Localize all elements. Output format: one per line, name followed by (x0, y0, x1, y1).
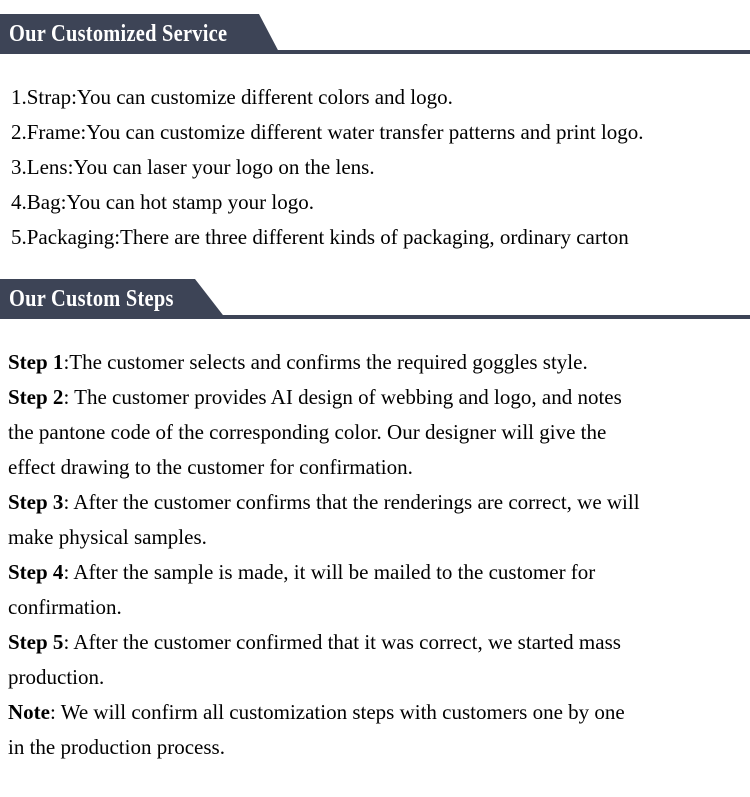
section-header-custom-steps (0, 279, 750, 319)
list-item: 2.Frame:You can customize different water transfer patterns and print logo. (11, 120, 644, 144)
step-3 (8, 485, 750, 555)
step-label: Step 2 (8, 385, 64, 409)
step-label: Step 1 (8, 350, 64, 374)
section-title: Our Customized Service (9, 21, 228, 47)
banner-underline-rule (276, 50, 750, 54)
step-1 (8, 345, 750, 380)
step-4 (8, 555, 750, 625)
step-text: : After the customer confirms that the renderings are correct, we will (63, 490, 640, 514)
step-note (8, 695, 750, 765)
step-line: make physical samples. (8, 525, 207, 549)
list-item: 5.Packaging:There are three different kinds of packaging, ordinary carton (11, 225, 629, 249)
list-item: 4.Bag:You can hot stamp your logo. (11, 190, 314, 214)
step-line (8, 485, 750, 520)
step-line: effect drawing to the customer for confirmation. (8, 455, 413, 479)
step-text: : The customer provides AI design of webbing and logo, and notes (63, 385, 622, 409)
step-label: Step 3 (8, 490, 64, 514)
step-line: production. (8, 665, 105, 689)
custom-steps-list (8, 345, 750, 765)
step-label: Step 4 (8, 560, 64, 584)
customized-service-list (11, 80, 750, 255)
step-line: confirmation. (8, 595, 122, 619)
step-line: the pantone code of the corresponding color. Our designer will give the (8, 420, 607, 444)
step-text: : We will confirm all customization steps with customers one by one (49, 700, 625, 724)
list-item: 1.Strap:You can customize different colors and logo. (11, 85, 453, 109)
step-2 (8, 380, 750, 485)
step-text: : After the sample is made, it will be mailed to the customer for (63, 560, 596, 584)
step-label: Step 5 (8, 630, 64, 654)
step-line (8, 625, 750, 660)
step-line: in the production process. (8, 735, 225, 759)
step-text: : After the customer confirmed that it was correct, we started mass (63, 630, 621, 654)
step-5 (8, 625, 750, 695)
list-item: 3.Lens:You can laser your logo on the lens. (11, 155, 375, 179)
step-line (8, 345, 750, 380)
section-title: Our Custom Steps (9, 286, 174, 312)
step-line (8, 380, 750, 415)
banner-underline-rule (222, 315, 750, 319)
section-header-customized-service (0, 14, 750, 54)
page (0, 14, 750, 797)
step-text: :The customer selects and confirms the required goggles style. (63, 350, 588, 374)
step-line (8, 555, 750, 590)
note-label: Note (8, 700, 50, 724)
step-line (8, 695, 750, 730)
